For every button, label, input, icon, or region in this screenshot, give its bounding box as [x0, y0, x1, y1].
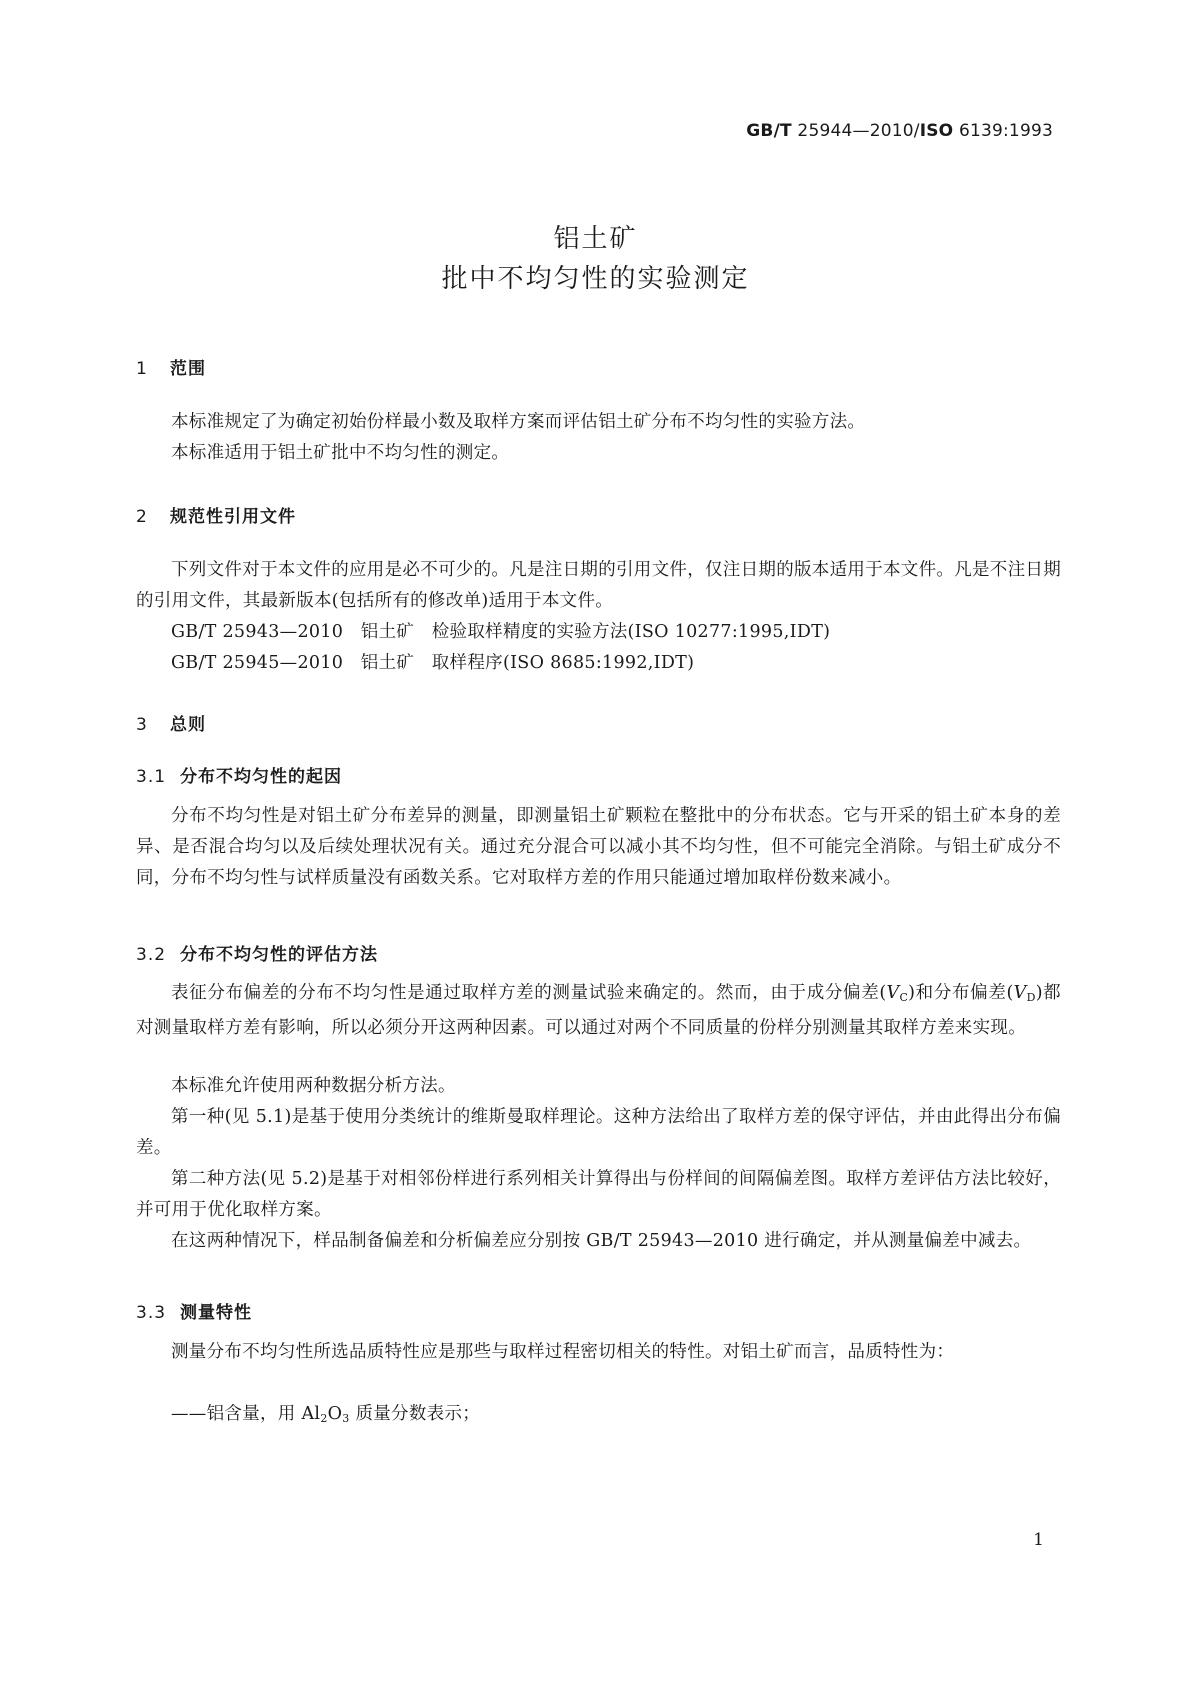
standard-code-header: GB/T 25944—2010/ISO 6139:1993: [746, 121, 1053, 141]
section-3-2-paragraph-5: 在这两种情况下，样品制备偏差和分析偏差应分别按 GB/T 25943—2010 进行确定，并从测量偏差中减去。: [171, 1231, 1032, 1251]
section-3-2-paragraph-2: 本标准允许使用两种数据分析方法。: [171, 1076, 456, 1096]
section-3-heading: 3 总则: [136, 715, 206, 735]
document-title-line2: 批中不均匀性的实验测定: [441, 264, 750, 294]
section-1-paragraph-1: 本标准规定了为确定初始份样最小数及取样方案而评估铝土矿分布不均匀性的实验方法。: [171, 412, 866, 432]
section-3-1-paragraph: 分布不均匀性是对铝土矿分布差异的测量，即测量铝土矿颗粒在整批中的分布状态。它与开采的铝土矿本身的差异、是否混合均匀以及后续处理状况有关。通过充分混合可以减小其不均匀性，但不可能完全消除。与铝土矿成分不同，分布不均匀性与试样质量没有函数关系。它对取样方差的作用只能通过增加取样份数来减小。: [136, 806, 1061, 888]
section-3-3-heading: 3.3 测量特性: [136, 1303, 252, 1323]
section-3-2-paragraph-4: 第二种方法(见 5.2)是基于对相邻份样进行系列相关计算得出与份样间的间隔偏差图。取样方差评估方法比较好，并可用于优化取样方案。: [136, 1169, 1061, 1220]
section-1-heading: 1 范围: [136, 359, 206, 379]
normative-reference-1: GB/T 25943—2010 铝土矿 检验取样精度的实验方法(ISO 10277:1995,IDT): [171, 622, 831, 642]
quality-characteristic-item-1: ——铝含量，用 $Al_2O_3$ 质量分数表示；: [171, 1404, 481, 1425]
page-number: 1: [1033, 1530, 1044, 1550]
section-3-1-heading: 3.1 分布不均匀性的起因: [136, 767, 342, 787]
section-1-paragraph-2: 本标准适用于铝土矿批中不均匀性的测定。: [171, 443, 510, 463]
section-3-2-paragraph-3: 第一种(见 5.1)是基于使用分类统计的维斯曼取样理论。这种方法给出了取样方差的保守评估，并由此得出分布偏差。: [136, 1107, 1061, 1158]
normative-reference-2: GB/T 25945—2010 铝土矿 取样程序(ISO 8685:1992,IDT): [171, 653, 695, 673]
section-2-heading: 2 规范性引用文件: [136, 507, 296, 527]
section-3-2-heading: 3.2 分布不均匀性的评估方法: [136, 945, 378, 965]
document-title-line1: 铝土矿: [553, 224, 638, 254]
section-2-paragraph-1: 下列文件对于本文件的应用是必不可少的。凡是注日期的引用文件，仅注日期的版本适用于本文件。凡是不注日期的引用文件，其最新版本(包括所有的修改单)适用于本文件。: [136, 560, 1061, 611]
section-3-2-paragraph-1: 表征分布偏差的分布不均匀性是通过取样方差的测量试验来确定的。然而，由于成分偏差$(V_C)$和分布偏差$(V_D)$都对测量取样方差有影响，所以必须分开这两种因素。可以通过对两个不同质量的份样分别测量其取样方差来实现。: [136, 983, 1061, 1038]
section-3-3-paragraph-1: 测量分布不均匀性所选品质特性应是那些与取样过程密切相关的特性。对铝土矿而言，品质特性为：: [171, 1342, 955, 1362]
